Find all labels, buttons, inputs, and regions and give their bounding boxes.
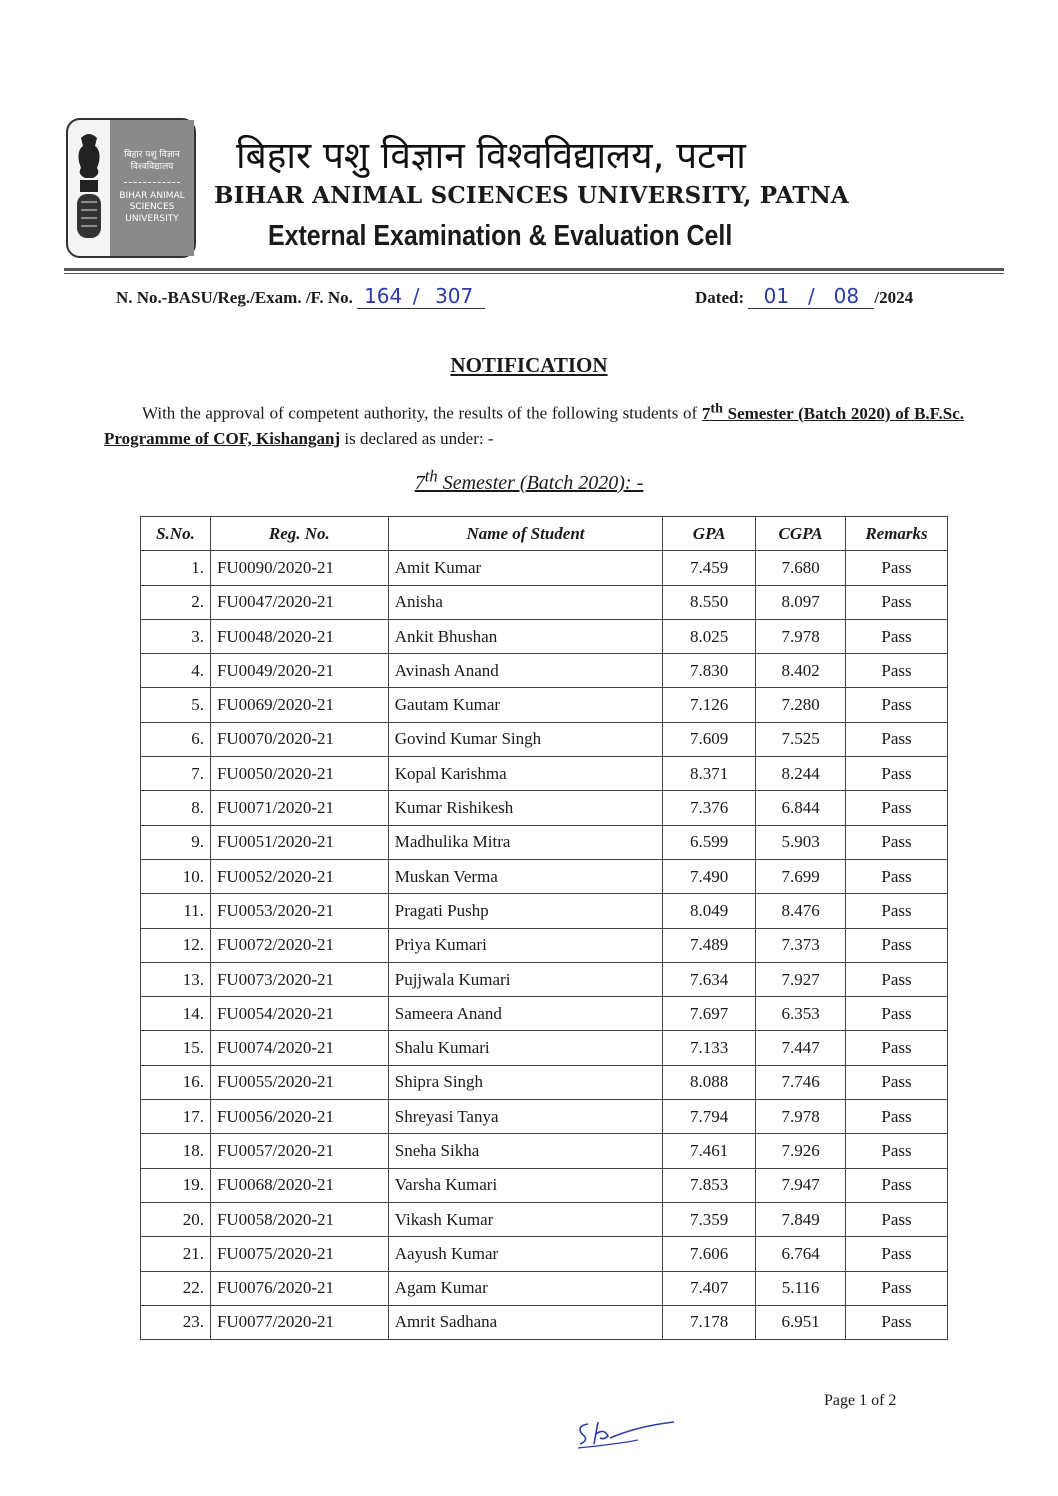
student-name-cell: Muskan Verma (388, 859, 662, 893)
registration-number-cell: FU0070/2020-21 (210, 722, 388, 756)
cgpa-cell: 5.116 (756, 1271, 846, 1305)
serial-number-cell: 20. (141, 1202, 211, 1236)
gpa-cell: 7.609 (663, 722, 756, 756)
table-row (141, 997, 948, 1031)
remarks-cell: Pass (846, 585, 948, 619)
registration-number-cell: FU0069/2020-21 (210, 688, 388, 722)
serial-number-cell: 9. (141, 825, 211, 859)
gpa-cell: 7.606 (663, 1237, 756, 1271)
cgpa-cell: 7.746 (756, 1065, 846, 1099)
gpa-cell: 7.489 (663, 928, 756, 962)
table-row (141, 757, 948, 791)
registration-number-cell: FU0072/2020-21 (210, 928, 388, 962)
remarks-cell: Pass (846, 722, 948, 756)
results-table (140, 516, 948, 1340)
registration-number-cell: FU0054/2020-21 (210, 997, 388, 1031)
registration-number-cell: FU0090/2020-21 (210, 551, 388, 585)
serial-number-cell: 18. (141, 1134, 211, 1168)
cgpa-cell: 8.476 (756, 894, 846, 928)
table-row (141, 654, 948, 688)
table-row (141, 619, 948, 653)
remarks-cell: Pass (846, 997, 948, 1031)
university-logo (66, 118, 196, 258)
registration-number-cell: FU0052/2020-21 (210, 859, 388, 893)
serial-number-cell: 19. (141, 1168, 211, 1202)
registration-number-cell: FU0047/2020-21 (210, 585, 388, 619)
notification-title: NOTIFICATION (450, 353, 608, 377)
table-row (141, 1202, 948, 1236)
serial-number-cell: 12. (141, 928, 211, 962)
remarks-cell: Pass (846, 757, 948, 791)
emblem-icon (68, 120, 110, 256)
reference-prefix: N. No.-BASU/Reg./Exam. /F. No. (116, 288, 353, 307)
logo-text-hindi: बिहार पशु विज्ञान विश्वविद्यालय (124, 150, 180, 172)
cgpa-cell: 7.699 (756, 859, 846, 893)
table-row (141, 1237, 948, 1271)
remarks-cell: Pass (846, 1202, 948, 1236)
registration-number-cell: FU0048/2020-21 (210, 619, 388, 653)
column-header: Name of Student (388, 517, 662, 551)
serial-number-cell: 23. (141, 1305, 211, 1339)
remarks-cell: Pass (846, 928, 948, 962)
student-name-cell: Avinash Anand (388, 654, 662, 688)
university-name-hindi: बिहार पशु विज्ञान विश्वविद्यालय, पटना (236, 134, 746, 177)
table-row (141, 894, 948, 928)
cgpa-cell: 7.927 (756, 962, 846, 996)
cgpa-cell: 7.525 (756, 722, 846, 756)
student-name-cell: Amit Kumar (388, 551, 662, 585)
notification-paragraph (104, 396, 964, 451)
reference-number (116, 284, 485, 309)
semester-heading: 7th Semester (Batch 2020): - (414, 466, 644, 494)
student-name-cell: Sneha Sikha (388, 1134, 662, 1168)
gpa-cell: 8.049 (663, 894, 756, 928)
cgpa-cell: 8.244 (756, 757, 846, 791)
student-name-cell: Priya Kumari (388, 928, 662, 962)
student-name-cell: Varsha Kumari (388, 1168, 662, 1202)
paragraph-part2: is declared as under: - (340, 428, 494, 448)
serial-number-cell: 13. (141, 962, 211, 996)
table-row (141, 551, 948, 585)
remarks-cell: Pass (846, 654, 948, 688)
cgpa-cell: 7.280 (756, 688, 846, 722)
remarks-cell: Pass (846, 1065, 948, 1099)
registration-number-cell: FU0055/2020-21 (210, 1065, 388, 1099)
cgpa-cell: 5.903 (756, 825, 846, 859)
date-day: 01 (748, 284, 804, 309)
registration-number-cell: FU0057/2020-21 (210, 1134, 388, 1168)
serial-number-cell: 22. (141, 1271, 211, 1305)
gpa-cell: 7.126 (663, 688, 756, 722)
table-row (141, 1271, 948, 1305)
student-name-cell: Amrit Sadhana (388, 1305, 662, 1339)
serial-number-cell: 11. (141, 894, 211, 928)
table-body (141, 551, 948, 1340)
registration-number-cell: FU0075/2020-21 (210, 1237, 388, 1271)
gpa-cell: 8.550 (663, 585, 756, 619)
serial-number-cell: 5. (141, 688, 211, 722)
column-header: S.No. (141, 517, 211, 551)
registration-number-cell: FU0056/2020-21 (210, 1100, 388, 1134)
date-year: /2024 (874, 288, 914, 307)
header-rule-thin (64, 273, 1004, 274)
cgpa-cell: 7.978 (756, 619, 846, 653)
remarks-cell: Pass (846, 825, 948, 859)
table-row (141, 825, 948, 859)
cgpa-cell: 7.447 (756, 1031, 846, 1065)
column-header: Reg. No. (210, 517, 388, 551)
gpa-cell: 7.830 (663, 654, 756, 688)
student-name-cell: Shalu Kumari (388, 1031, 662, 1065)
registration-number-cell: FU0077/2020-21 (210, 1305, 388, 1339)
date-line (695, 284, 913, 309)
student-name-cell: Aayush Kumar (388, 1237, 662, 1271)
dated-label: Dated: (695, 288, 745, 307)
remarks-cell: Pass (846, 1031, 948, 1065)
serial-number-cell: 6. (141, 722, 211, 756)
table-row (141, 722, 948, 756)
student-name-cell: Kopal Karishma (388, 757, 662, 791)
cgpa-cell: 6.951 (756, 1305, 846, 1339)
serial-number-cell: 21. (141, 1237, 211, 1271)
serial-number-cell: 17. (141, 1100, 211, 1134)
table-row (141, 1100, 948, 1134)
table-row (141, 688, 948, 722)
cgpa-cell: 7.978 (756, 1100, 846, 1134)
remarks-cell: Pass (846, 1305, 948, 1339)
remarks-cell: Pass (846, 619, 948, 653)
gpa-cell: 7.697 (663, 997, 756, 1031)
remarks-cell: Pass (846, 1100, 948, 1134)
remarks-cell: Pass (846, 791, 948, 825)
letter-number: 307 (423, 284, 485, 309)
registration-number-cell: FU0074/2020-21 (210, 1031, 388, 1065)
gpa-cell: 7.359 (663, 1202, 756, 1236)
registration-number-cell: FU0071/2020-21 (210, 791, 388, 825)
cgpa-cell: 8.097 (756, 585, 846, 619)
file-number: 164 (357, 284, 409, 309)
serial-number-cell: 1. (141, 551, 211, 585)
gpa-cell: 6.599 (663, 825, 756, 859)
table-row (141, 1305, 948, 1339)
remarks-cell: Pass (846, 962, 948, 996)
gpa-cell: 8.025 (663, 619, 756, 653)
remarks-cell: Pass (846, 551, 948, 585)
student-name-cell: Anisha (388, 585, 662, 619)
gpa-cell: 7.634 (663, 962, 756, 996)
registration-number-cell: FU0076/2020-21 (210, 1271, 388, 1305)
gpa-cell: 7.178 (663, 1305, 756, 1339)
cgpa-cell: 7.926 (756, 1134, 846, 1168)
cgpa-cell: 6.844 (756, 791, 846, 825)
gpa-cell: 7.459 (663, 551, 756, 585)
table-row (141, 1168, 948, 1202)
serial-number-cell: 2. (141, 585, 211, 619)
cgpa-cell: 6.764 (756, 1237, 846, 1271)
gpa-cell: 8.371 (663, 757, 756, 791)
cgpa-cell: 6.353 (756, 997, 846, 1031)
gpa-cell: 7.794 (663, 1100, 756, 1134)
table-row (141, 791, 948, 825)
gpa-cell: 7.133 (663, 1031, 756, 1065)
table-row (141, 585, 948, 619)
remarks-cell: Pass (846, 1134, 948, 1168)
cgpa-cell: 7.373 (756, 928, 846, 962)
student-name-cell: Pragati Pushp (388, 894, 662, 928)
serial-number-cell: 8. (141, 791, 211, 825)
table-header-row (141, 517, 948, 551)
registration-number-cell: FU0073/2020-21 (210, 962, 388, 996)
remarks-cell: Pass (846, 859, 948, 893)
remarks-cell: Pass (846, 894, 948, 928)
cell-name: External Examination & Evaluation Cell (268, 220, 733, 252)
header-rule (64, 268, 1004, 271)
table-row (141, 1134, 948, 1168)
registration-number-cell: FU0051/2020-21 (210, 825, 388, 859)
serial-number-cell: 16. (141, 1065, 211, 1099)
column-header: GPA (663, 517, 756, 551)
gpa-cell: 7.407 (663, 1271, 756, 1305)
student-name-cell: Agam Kumar (388, 1271, 662, 1305)
serial-number-cell: 14. (141, 997, 211, 1031)
registration-number-cell: FU0068/2020-21 (210, 1168, 388, 1202)
student-name-cell: Shreyasi Tanya (388, 1100, 662, 1134)
gpa-cell: 7.376 (663, 791, 756, 825)
gpa-cell: 7.461 (663, 1134, 756, 1168)
gpa-cell: 7.853 (663, 1168, 756, 1202)
date-separator: / (804, 284, 818, 309)
serial-number-cell: 4. (141, 654, 211, 688)
column-header: CGPA (756, 517, 846, 551)
remarks-cell: Pass (846, 688, 948, 722)
reference-separator: / (409, 284, 423, 309)
student-name-cell: Vikash Kumar (388, 1202, 662, 1236)
serial-number-cell: 3. (141, 619, 211, 653)
date-month: 08 (818, 284, 874, 309)
cgpa-cell: 7.680 (756, 551, 846, 585)
table-row (141, 928, 948, 962)
gpa-cell: 7.490 (663, 859, 756, 893)
registration-number-cell: FU0049/2020-21 (210, 654, 388, 688)
gpa-cell: 8.088 (663, 1065, 756, 1099)
student-name-cell: Ankit Bhushan (388, 619, 662, 653)
registration-number-cell: FU0058/2020-21 (210, 1202, 388, 1236)
student-name-cell: Pujjwala Kumari (388, 962, 662, 996)
table-row (141, 1065, 948, 1099)
student-name-cell: Govind Kumar Singh (388, 722, 662, 756)
student-name-cell: Kumar Rishikesh (388, 791, 662, 825)
cgpa-cell: 7.947 (756, 1168, 846, 1202)
student-name-cell: Madhulika Mitra (388, 825, 662, 859)
logo-divider (124, 182, 180, 183)
university-name-english: BIHAR ANIMAL SCIENCES UNIVERSITY, PATNA (214, 182, 849, 209)
serial-number-cell: 10. (141, 859, 211, 893)
registration-number-cell: FU0053/2020-21 (210, 894, 388, 928)
remarks-cell: Pass (846, 1237, 948, 1271)
table-row (141, 859, 948, 893)
table-row (141, 962, 948, 996)
page-number: Page 1 of 2 (824, 1392, 897, 1409)
student-name-cell: Gautam Kumar (388, 688, 662, 722)
registration-number-cell: FU0050/2020-21 (210, 757, 388, 791)
paragraph-programme: 7th Semester (Batch 2020) of B.F.Sc. Programme of COF, Kishanganj (104, 400, 964, 448)
cgpa-cell: 7.849 (756, 1202, 846, 1236)
serial-number-cell: 15. (141, 1031, 211, 1065)
student-name-cell: Shipra Singh (388, 1065, 662, 1099)
logo-text-english: BIHAR ANIMAL SCIENCES UNIVERSITY (119, 190, 185, 225)
cgpa-cell: 8.402 (756, 654, 846, 688)
serial-number-cell: 7. (141, 757, 211, 791)
column-header: Remarks (846, 517, 948, 551)
remarks-cell: Pass (846, 1168, 948, 1202)
table-row (141, 1031, 948, 1065)
student-name-cell: Sameera Anand (388, 997, 662, 1031)
remarks-cell: Pass (846, 1271, 948, 1305)
initials-signature (568, 1414, 678, 1459)
paragraph-part1: With the approval of competent authority, the results of the following students of (142, 403, 702, 423)
